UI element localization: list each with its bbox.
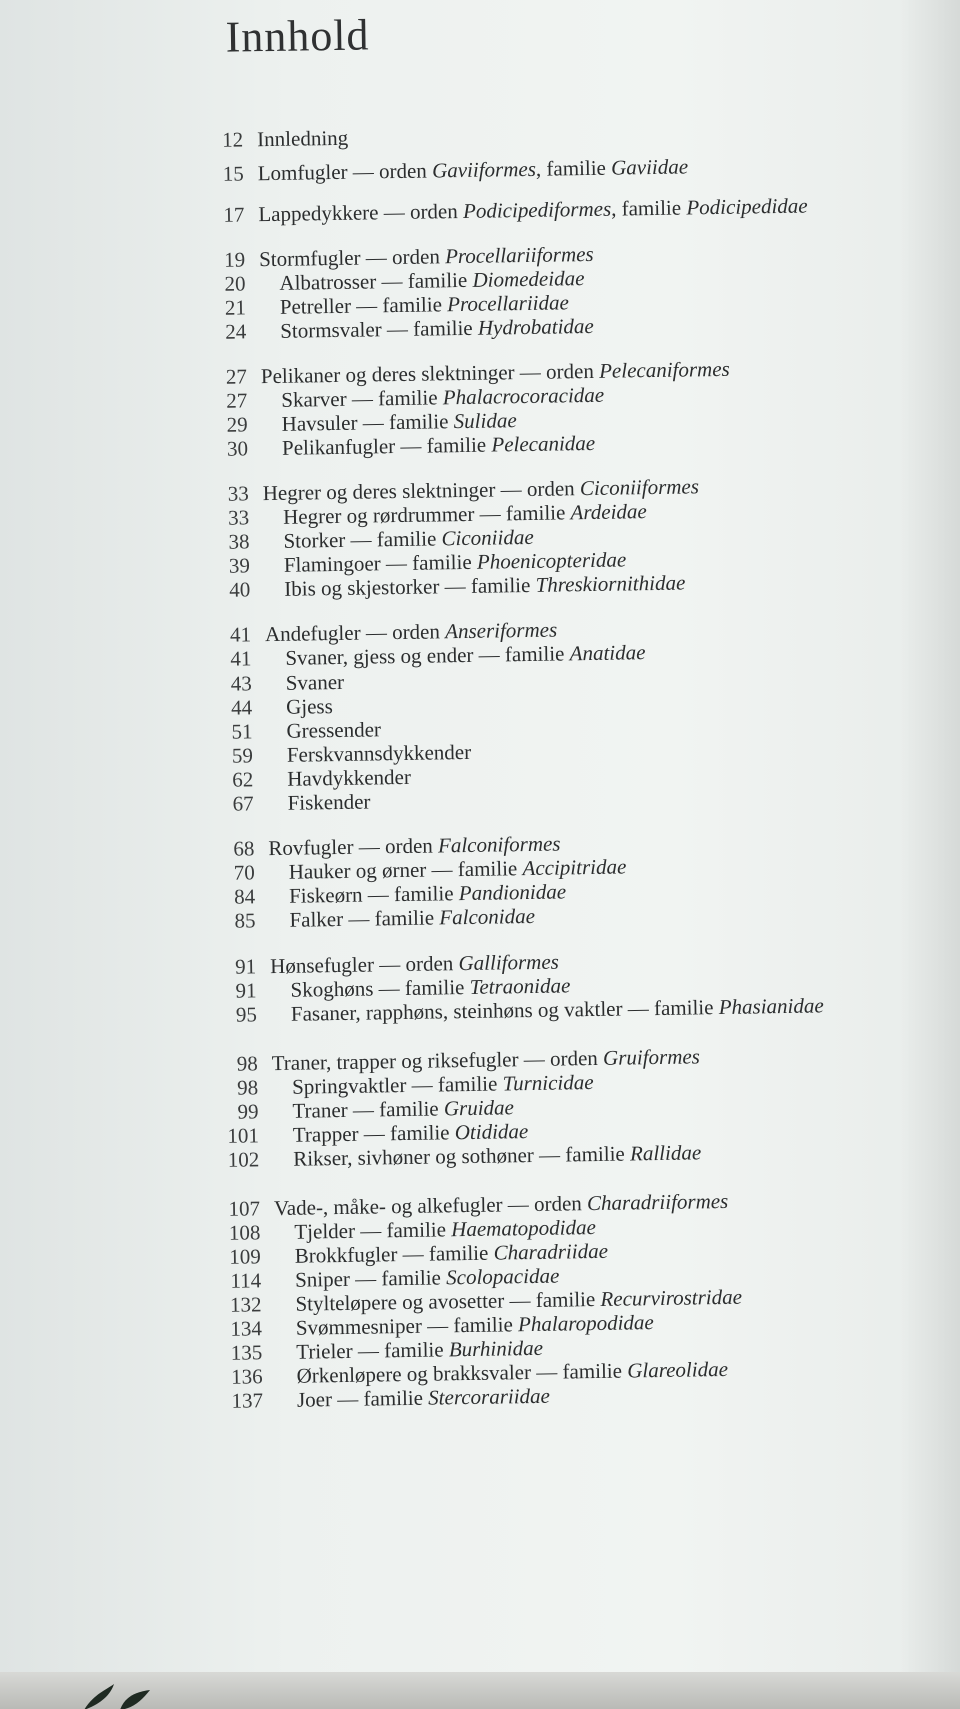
toc-entry-text: Stormsvaler — familie	[280, 315, 479, 343]
toc-entry-text: Trieler — familie	[296, 1337, 450, 1364]
toc-latin-name: Charadriidae	[493, 1238, 609, 1265]
toc-entry	[210, 313, 594, 344]
toc-entry	[226, 1335, 544, 1365]
toc-latin-name: Podicipedidae	[686, 193, 808, 220]
toc-page-number: 33	[227, 505, 250, 530]
toc-entry-text: Hauker og ørner — familie	[288, 856, 523, 884]
toc-page-number: 17	[223, 202, 245, 227]
toc-entry-text: Rikser, sivhøner og sothøner — familie	[293, 1141, 631, 1171]
toc-latin-name: Stercorariidae	[428, 1383, 551, 1410]
toc-entry	[216, 694, 333, 720]
toc-page-number: 40	[229, 577, 251, 602]
toc-entry-label	[297, 1384, 550, 1412]
toc-page-number: 43	[230, 671, 252, 696]
toc-entry-label	[292, 1070, 594, 1099]
toc-entry	[226, 1310, 654, 1341]
toc-page-number: 59	[231, 743, 254, 768]
toc-page-number: 98	[236, 1075, 259, 1100]
toc-entry-text: Rovfugler — orden	[268, 833, 439, 861]
toc-entry	[224, 1215, 597, 1245]
toc-entry-label	[258, 154, 689, 185]
toc-entry-text: Falker — familie	[289, 905, 440, 932]
toc-latin-name: Rallidae	[629, 1140, 702, 1166]
toc-latin-name: Otididae	[454, 1119, 529, 1145]
toc-entry-label	[289, 904, 535, 932]
toc-page-number: 101	[227, 1123, 260, 1148]
toc-latin-name: Phasianidae	[718, 993, 824, 1020]
toc-entry-label	[257, 126, 348, 151]
toc-entry	[213, 499, 647, 530]
toc-entry-text: Gjess	[285, 694, 333, 719]
toc-page-number: 132	[229, 1292, 262, 1317]
toc-entry-label	[280, 314, 594, 343]
toc-entry-label	[292, 1095, 514, 1122]
toc-page-number: 135	[230, 1340, 263, 1365]
toc-entry	[208, 154, 689, 186]
toc-entry-text: Ferskvannsdykkender	[286, 739, 472, 767]
toc-page-number: 62	[232, 767, 254, 792]
toc-entry	[219, 903, 536, 933]
toc-entry-label	[283, 499, 647, 529]
toc-entry-text: Gressender	[286, 717, 382, 743]
toc-entry	[220, 949, 560, 979]
toc-page-number: 24	[225, 319, 247, 344]
next-page-edge	[0, 1672, 960, 1709]
toc-entry	[211, 382, 605, 413]
toc-latin-name: Diomedeidae	[472, 266, 585, 292]
toc-latin-name: Threskiornithidae	[535, 570, 686, 597]
toc-page-number: 109	[229, 1244, 261, 1269]
toc-entry-text: Hønsefugler — orden	[269, 951, 459, 979]
toc-latin-name: Gruiformes	[602, 1044, 701, 1070]
toc-entry-text: Fiskender	[287, 789, 371, 815]
toc-entry	[218, 831, 561, 861]
toc-entry-label	[296, 1310, 654, 1340]
toc-entry-text: Springvaktler — familie	[291, 1071, 503, 1099]
toc-entry-label	[281, 408, 516, 436]
toc-entry	[215, 617, 558, 647]
toc-page-number: 68	[233, 836, 255, 861]
toc-page-number: 30	[226, 436, 249, 461]
toc-entry	[210, 290, 570, 320]
toc-latin-name: Phalaropodidae	[517, 1310, 654, 1337]
toc-latin-name: Hydrobatidae	[477, 313, 594, 340]
toc-entry-text: Flamingoer — familie	[283, 549, 478, 577]
toc-entry-text: Hegrer og deres slektninger — orden	[262, 476, 581, 506]
toc-latin-name: Glareolidae	[627, 1356, 729, 1383]
toc-page-number: 98	[236, 1051, 258, 1076]
toc-latin-name: Pandionidae	[458, 879, 567, 906]
toc-latin-name: Gruidae	[443, 1095, 515, 1121]
toc-entry-text: Havdykkender	[287, 764, 412, 791]
toc-entry-label	[287, 765, 411, 791]
toc-entry	[222, 1070, 594, 1100]
toc-entry-text: Fiskeørn — familie	[288, 881, 459, 908]
toc-entry-text: Vade-, måke- og alkefugler — orden	[273, 1191, 588, 1221]
toc-page-number: 91	[234, 954, 257, 979]
toc-latin-name: Pelecanidae	[491, 430, 596, 457]
toc-entry-label	[287, 790, 370, 815]
toc-entry-text: Brokkfugler — familie	[294, 1240, 494, 1268]
toc-entry	[211, 356, 730, 389]
toc-latin-name: Scolopacidae	[445, 1263, 560, 1290]
toc-page-number: 41	[229, 622, 252, 647]
toc-entry	[219, 879, 567, 909]
toc-entry-label	[286, 717, 381, 742]
toc-page-number: 20	[224, 271, 246, 296]
toc-page-number: 12	[222, 127, 244, 152]
toc-entry	[221, 993, 824, 1027]
toc-entry-text: Traner — familie	[292, 1096, 445, 1123]
toc-entry-label	[272, 1044, 701, 1075]
toc-entry-text: Trapper — familie	[292, 1120, 455, 1147]
toc-entry	[222, 1095, 515, 1124]
toc-entry-text: Pelikanfugler — familie	[281, 432, 492, 460]
toc-latin-name: Ciconiidae	[441, 524, 534, 551]
toc-entry-label	[293, 1119, 529, 1147]
toc-page-number: 44	[230, 695, 253, 720]
toc-entry-text: Stormfugler — orden	[258, 244, 446, 272]
toc-latin-name: Gaviidae	[610, 154, 689, 180]
toc-entry	[217, 739, 472, 768]
toc-entry-text: Ibis og skjestorker — familie	[284, 572, 536, 601]
toc-latin-name: Burhinidae	[448, 1335, 544, 1362]
toc-entry-label	[286, 694, 333, 719]
toc-entry	[222, 1044, 701, 1076]
toc-page-number: 84	[233, 884, 256, 909]
toc-entry-label	[258, 194, 808, 227]
toc-entry	[225, 1263, 560, 1293]
toc-entry	[223, 1140, 702, 1172]
toc-latin-name: Ciconiiformes	[579, 474, 700, 501]
toc-entry	[209, 241, 594, 272]
toc-latin-name: Sulidae	[453, 408, 517, 434]
toc-entry	[211, 408, 517, 437]
toc-latin-name: Galliformes	[458, 949, 560, 976]
toc-entry-label	[287, 740, 472, 767]
toc-latin-name: Recurvirostridae	[600, 1284, 743, 1311]
toc-latin-name: Accipitridae	[522, 854, 627, 881]
toc-page-number: 15	[222, 161, 244, 186]
toc-entry-label	[295, 1239, 609, 1268]
toc-entry-text: Fasaner, rapphøns, steinhøns og vaktler — familie	[290, 995, 719, 1026]
toc-entry	[226, 1356, 729, 1389]
toc-page-number: 85	[234, 908, 256, 933]
toc-entry	[220, 973, 571, 1003]
toc-page-number: 19	[223, 247, 246, 272]
toc-entry	[213, 524, 534, 554]
toc-entry-text: Svømmesniper — familie	[295, 1312, 519, 1340]
toc-entry-text: Pelikaner og deres slektninger — orden	[260, 358, 600, 389]
toc-page-number: 27	[226, 388, 248, 413]
toc-entry-label	[286, 670, 345, 695]
toc-entry-label	[281, 383, 604, 412]
toc-entry-text: Lappedykkere — orden Podicipediformes, familie	[258, 195, 687, 227]
toc-latin-name: Phalacrocoracidae	[442, 382, 605, 410]
toc-entry-label	[261, 357, 730, 388]
toc-latin-name: Charadriiformes	[586, 1188, 729, 1216]
toc-entry	[219, 854, 627, 885]
toc-latin-name: Haematopodidae	[451, 1215, 597, 1242]
toc-entry	[225, 1284, 743, 1317]
toc-entry	[217, 764, 412, 792]
toc-entry-label	[282, 431, 595, 460]
toc-entry	[217, 789, 371, 816]
toc-entry-text: Skarver — familie	[281, 385, 443, 412]
toc-page-number: 114	[230, 1268, 262, 1293]
toc-page-number: 27	[225, 364, 248, 389]
toc-entry-text: Storker — familie	[283, 526, 442, 553]
toc-page-number: 70	[233, 860, 255, 885]
toc-entry-text: Petreller — familie	[279, 292, 448, 319]
toc-entry	[209, 266, 585, 296]
toc-latin-name: Procellariiformes	[444, 241, 594, 269]
toc-page-number: 107	[228, 1196, 261, 1221]
toc-latin-name: Anseriformes	[444, 617, 558, 644]
toc-entry-text: Skoghøns — familie	[290, 974, 470, 1002]
toc-entry-text: Stylteløpere og avosetter — familie	[295, 1286, 601, 1316]
toc-entry	[215, 640, 646, 671]
toc-latin-name: Anatidae	[569, 640, 646, 666]
toc-entry	[214, 570, 686, 602]
toc-entry-text: Svaner, gjess og ender — familie	[285, 641, 570, 670]
toc-page-number: 136	[230, 1364, 263, 1389]
toc-entry-text: Joer — familie	[296, 1385, 429, 1412]
toc-latin-name: Falconiformes	[437, 831, 561, 858]
toc-entry-label	[285, 640, 646, 670]
toc-entry	[208, 193, 808, 227]
toc-latin-name: Ardeidae	[570, 499, 647, 525]
toc-entry-text: Hegrer og rørdrummer — familie	[282, 500, 571, 529]
page-gutter-shadow	[900, 0, 960, 1672]
toc-entry	[212, 430, 596, 461]
toc-page-number: 41	[230, 646, 252, 671]
toc-entry-label	[293, 1140, 701, 1170]
toc-latin-name: Pelecaniformes	[598, 356, 730, 383]
toc-entry	[216, 717, 382, 744]
toc-entry	[213, 474, 700, 506]
toc-entry-text: Ørkenløpere og brakksvaler — familie	[296, 1358, 628, 1388]
toc-latin-name: Phoenicopteridae	[476, 547, 627, 574]
toc-entry-label	[274, 1189, 729, 1220]
toc-entry-text: Sniper — familie	[294, 1265, 447, 1292]
toc-page-number: 137	[231, 1388, 264, 1413]
toc-entry-text: Andefugler — orden	[264, 619, 446, 647]
toc-entry-text: Innledning	[257, 125, 349, 152]
toc-entry-label	[284, 571, 685, 601]
toc-latin-name: Turnicidae	[502, 1070, 594, 1096]
toc-entry-text: Tjelder — familie	[294, 1217, 452, 1244]
page-title: Innhold	[225, 10, 370, 62]
toc-page-number: 91	[235, 978, 257, 1003]
toc-entry-label	[289, 854, 627, 883]
toc-page-number: 134	[230, 1316, 263, 1341]
toc-entry-text: Havsuler — familie	[281, 409, 454, 436]
toc-entry	[227, 1383, 551, 1413]
toc-page-number: 102	[227, 1147, 260, 1172]
toc-page-number: 108	[228, 1220, 261, 1245]
toc-entry	[225, 1238, 609, 1269]
toc-entry-text: Svaner	[285, 669, 345, 695]
toc-page-number: 29	[226, 412, 248, 437]
toc-latin-name: Falconidae	[439, 903, 536, 930]
toc-entry	[224, 1188, 729, 1221]
toc-page-number: 95	[235, 1002, 258, 1027]
toc-entry-text: Lomfugler — orden Gaviiformes, familie	[257, 155, 612, 186]
toc-entry-text: Albatrosser — familie	[279, 267, 473, 295]
toc-page-number: 33	[227, 481, 249, 506]
toc-page-number: 99	[237, 1099, 259, 1124]
toc-page-number: 38	[228, 529, 250, 554]
toc-entry	[216, 669, 345, 696]
leaf-illustration-icon	[80, 1680, 170, 1709]
toc-entry	[214, 547, 627, 578]
toc-page-number: 21	[224, 295, 247, 320]
toc-page-number: 67	[232, 791, 254, 816]
toc-page-number: 39	[228, 553, 251, 578]
toc-entry	[223, 1119, 529, 1148]
toc-entry	[207, 125, 349, 152]
toc-page-number: 51	[231, 719, 253, 744]
toc-latin-name: Tetraonidae	[469, 973, 571, 999]
toc-entry-text: Traner, trapper og riksefugler — orden	[271, 1045, 604, 1076]
toc-latin-name: Procellariidae	[446, 290, 570, 317]
